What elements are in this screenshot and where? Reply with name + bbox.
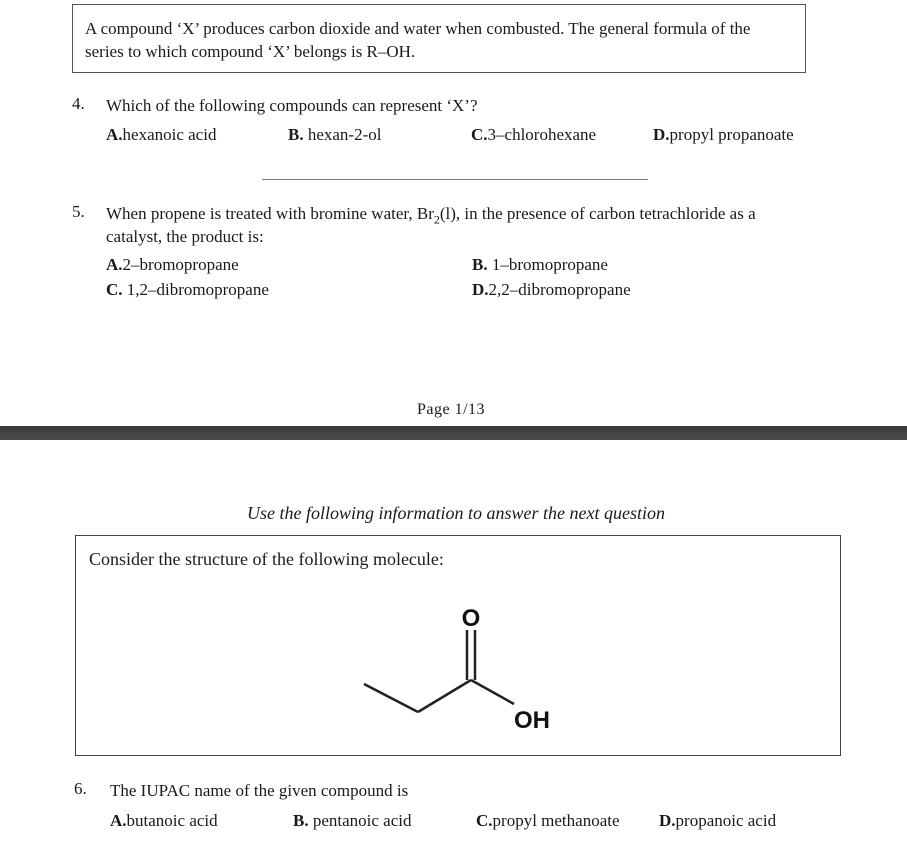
question-4-text: Which of the following compounds can represent ‘X’? [106,96,478,115]
page-divider-bar [0,426,907,440]
q5-option-a-text: 2–bromopropane [122,255,239,274]
q4-option-c-text: 3–chlorohexane [487,125,597,144]
page-number-label: Page 1/13 [417,401,486,418]
q6-option-d-letter: D. [659,811,676,830]
q4-option-d-text: propyl propanoate [669,125,794,144]
q4-option-c-letter: C. [471,125,488,144]
atom-oh-label: OH [514,707,550,734]
q5-text-pre: When propene is treated with bromine water, Br [106,204,434,223]
q6-option-b-text: pentanoic acid [312,811,412,830]
q5-text-post: (l), in the presence of carbon tetrachloride as a [439,204,756,223]
q6-option-a-text: butanoic acid [126,811,218,830]
atom-o-label: O [461,606,481,632]
q4-option-d[interactable] [653,125,794,145]
q6-option-d-text: propanoic acid [675,811,777,830]
q5-option-d[interactable] [472,280,631,300]
q5-option-c-letter: C. [106,280,123,299]
bond-c1-c2 [364,684,418,712]
q5-option-b[interactable] [472,255,608,275]
q6-option-d[interactable] [659,811,776,831]
q5-option-b-letter: B. [472,255,488,274]
question-6-text: The IUPAC name of the given compound is [110,781,409,800]
q4-option-a[interactable] [106,125,216,145]
q4-option-a-letter: A. [106,125,123,144]
bond-c2-c3 [418,680,471,712]
question-5-text-line-2: catalyst, the product is: [106,227,264,246]
separator-rule [262,179,648,180]
question-6-number: 6. [74,779,87,798]
q4-option-c[interactable] [471,125,596,145]
structure-box-lead: Consider the structure of the following molecule: [89,549,444,569]
q5-option-a-letter: A. [106,255,123,274]
q6-option-a-letter: A. [110,811,127,830]
q6-option-b[interactable] [293,811,412,831]
q6-option-a[interactable] [110,811,218,831]
question-5-number: 5. [72,202,85,221]
q4-option-b-text: hexan-2-ol [307,125,382,144]
q5-option-d-letter: D. [472,280,489,299]
q5-option-b-text: 1–bromopropane [491,255,608,274]
propanoic-acid-structure [356,606,576,736]
bond-c-oh [471,680,514,704]
q5-option-c[interactable] [106,280,269,300]
q6-option-c[interactable] [476,811,620,831]
structure-box [75,535,841,756]
q5-option-a[interactable] [106,255,239,275]
q4-option-b-letter: B. [288,125,304,144]
q5-option-d-text: 2,2–dibromopropane [488,280,631,299]
q4-option-a-text: hexanoic acid [122,125,217,144]
info-box-compound-x [72,4,806,73]
question-4-number: 4. [72,94,85,113]
info-box-line-1: A compound ‘X’ produces carbon dioxide and water when combusted. The general formula of the [85,19,751,38]
q6-option-c-letter: C. [476,811,493,830]
info-box-line-2: series to which compound ‘X’ belongs is R–OH. [85,42,416,61]
q5-text-subscript: 2 [433,212,440,227]
q4-option-d-letter: D. [653,125,670,144]
q5-option-c-text: 1,2–dibromopropane [126,280,269,299]
q6-option-b-letter: B. [293,811,309,830]
info-heading: Use the following information to answer the next question [247,503,665,523]
q6-option-c-text: propyl methanoate [492,811,620,830]
q4-option-b[interactable] [288,125,381,145]
